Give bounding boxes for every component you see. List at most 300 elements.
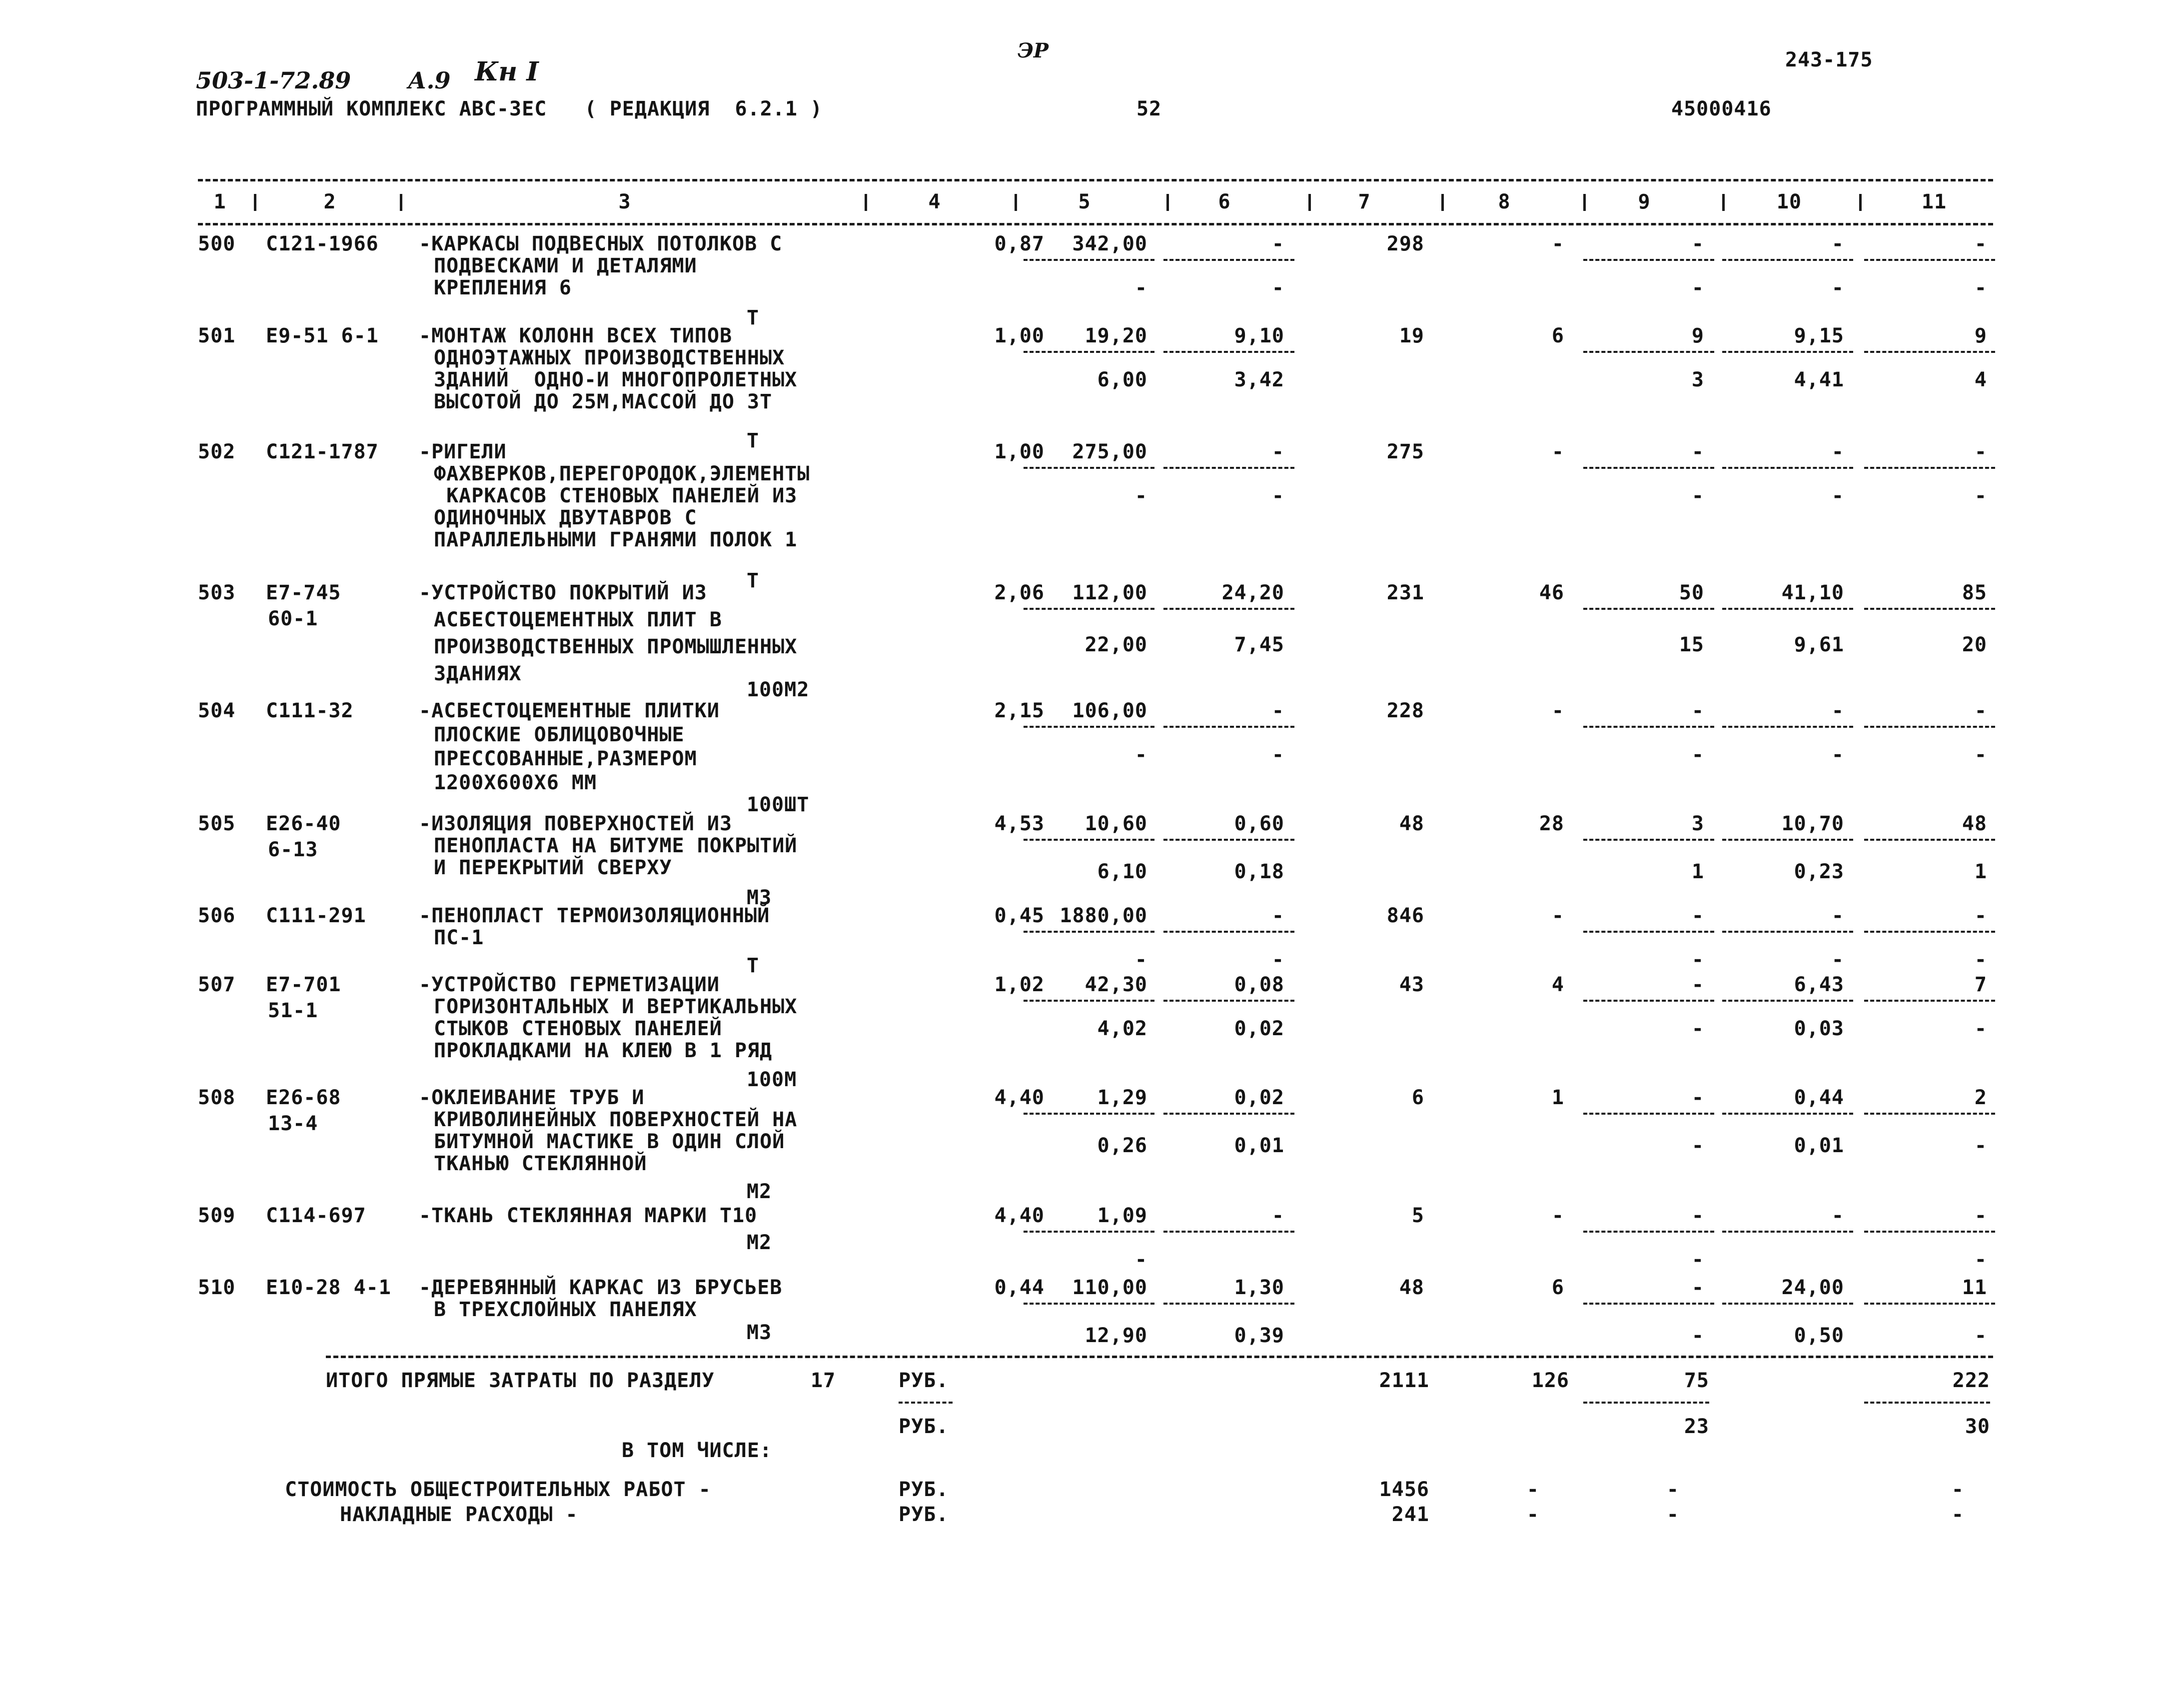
row-col10-rule	[1722, 608, 1853, 610]
row-col9-wages: -	[1691, 1324, 1704, 1347]
column-separator	[400, 194, 405, 211]
row-col6-rule	[1163, 351, 1294, 353]
overhead-col11: -	[1951, 1503, 1964, 1526]
row-description-line: И ПЕРЕКРЫТИЙ СВЕРХУ	[434, 856, 672, 879]
row-col7: 19	[1399, 324, 1424, 347]
row-col10: 6,43	[1794, 973, 1844, 996]
row-col10-wages: 0,23	[1794, 860, 1844, 883]
row-col6-wages: 3,42	[1234, 368, 1284, 391]
row-col6: 0,02	[1234, 1086, 1284, 1109]
column-header-8: 8	[1498, 190, 1511, 213]
row-number: 504	[198, 699, 236, 722]
document-id: 45000416	[1671, 97, 1772, 120]
row-number: 510	[198, 1276, 236, 1299]
row-col7: 6	[1411, 1086, 1424, 1109]
row-description-line: -РИГЕЛИ	[419, 440, 507, 463]
row-col5-rule	[1024, 1113, 1154, 1115]
row-col6-wages: -	[1271, 948, 1284, 971]
row-qty: 4,40	[994, 1204, 1045, 1227]
row-description-line: КРЕПЛЕНИЯ 6	[434, 276, 572, 299]
row-description-line: ПРОКЛАДКАМИ НА КЛЕЮ В 1 РЯД	[434, 1039, 773, 1062]
column-header-6: 6	[1218, 190, 1231, 213]
row-col6-rule	[1163, 839, 1294, 841]
row-code: Е7-701	[266, 973, 341, 996]
row-unit: 100ШТ	[747, 793, 810, 816]
row-col9-rule	[1583, 726, 1714, 728]
row-col6-wages: 7,45	[1234, 633, 1284, 656]
row-qty: 4,40	[994, 1086, 1045, 1109]
row-col11: -	[1974, 699, 1987, 722]
row-description-line: В ТРЕХСЛОЙНЫХ ПАНЕЛЯХ	[434, 1298, 697, 1321]
row-col9: -	[1691, 973, 1704, 996]
row-col6-rule	[1163, 259, 1294, 261]
row-col10: 0,44	[1794, 1086, 1844, 1109]
row-description-line: КАРКАСОВ СТЕНОВЫХ ПАНЕЛЕЙ ИЗ	[434, 484, 798, 507]
totals-col9: 75	[1684, 1369, 1709, 1392]
row-col10-wages: 9,61	[1794, 633, 1844, 656]
overhead-col9: -	[1666, 1503, 1679, 1526]
row-description-line: ПРОИЗВОДСТВЕННЫХ ПРОМЫШЛЕННЫХ	[434, 635, 798, 658]
row-col5-wages: 22,00	[1085, 633, 1147, 656]
row-col10: -	[1831, 904, 1844, 927]
totals-rule	[326, 1356, 1993, 1358]
row-col5-wages: 6,10	[1097, 860, 1147, 883]
row-col9-wages: -	[1691, 1017, 1704, 1040]
row-col11-rule	[1864, 1113, 1995, 1115]
row-code: 13-4	[268, 1112, 318, 1135]
row-col11-wages: -	[1974, 948, 1987, 971]
row-unit: М3	[747, 1321, 772, 1344]
row-col11-wages: 20	[1962, 633, 1987, 656]
row-col10-wages: -	[1831, 484, 1844, 507]
row-col9-rule	[1583, 1303, 1714, 1305]
row-description-line: -УСТРОЙСТВО ГЕРМЕТИЗАЦИИ	[419, 973, 720, 996]
column-header-7: 7	[1358, 190, 1371, 213]
row-col5-wages: -	[1134, 484, 1147, 507]
row-unit: Т	[747, 569, 760, 592]
column-header-rule	[198, 223, 1993, 225]
row-col6: -	[1271, 1204, 1284, 1227]
row-col11-rule	[1864, 1000, 1995, 1002]
row-qty: 4,53	[994, 812, 1045, 835]
row-col5-rule	[1024, 726, 1154, 728]
row-qty: 1,00	[994, 324, 1045, 347]
row-col5: 1880,00	[1060, 904, 1147, 927]
row-col11-rule	[1864, 259, 1995, 261]
row-col11: 9	[1974, 324, 1987, 347]
row-col5: 110,00	[1072, 1276, 1147, 1299]
row-col11: 11	[1962, 1276, 1987, 1299]
row-description-line: ПС-1	[434, 926, 484, 949]
row-col11: 48	[1962, 812, 1987, 835]
row-col9-wages: -	[1691, 1248, 1704, 1271]
row-code: Е26-68	[266, 1086, 341, 1109]
row-unit: 100М	[747, 1068, 797, 1091]
row-col10-wages: 0,03	[1794, 1017, 1844, 1040]
row-col11: -	[1974, 1204, 1987, 1227]
row-description-line: ФАХВЕРКОВ,ПЕРЕГОРОДОК,ЭЛЕМЕНТЫ	[434, 462, 810, 485]
general-works-col8: -	[1526, 1478, 1539, 1501]
row-col6: -	[1271, 440, 1284, 463]
column-header-1: 1	[213, 190, 226, 213]
row-code: С121-1787	[266, 440, 379, 463]
row-col5-wages: -	[1134, 948, 1147, 971]
row-description-line: -КАРКАСЫ ПОДВЕСНЫХ ПОТОЛКОВ С	[419, 232, 783, 255]
row-unit: Т	[747, 954, 760, 977]
row-col5: 342,00	[1072, 232, 1147, 255]
totals-col9-rule	[1583, 1402, 1709, 1404]
row-col11-wages: -	[1974, 1017, 1987, 1040]
row-col5-rule	[1024, 608, 1154, 610]
row-description-line: КРИВОЛИНЕЙНЫХ ПОВЕРХНОСТЕЙ НА	[434, 1108, 798, 1131]
row-unit: М2	[747, 1180, 772, 1203]
row-col11: 7	[1974, 973, 1987, 996]
row-col6-wages: 0,02	[1234, 1017, 1284, 1040]
row-col7: 48	[1399, 812, 1424, 835]
row-col5: 112,00	[1072, 581, 1147, 604]
including-label: В ТОМ ЧИСЛЕ:	[622, 1439, 772, 1462]
column-separator	[254, 194, 259, 211]
row-col10-wages: 0,01	[1794, 1134, 1844, 1157]
row-col7: 275	[1386, 440, 1424, 463]
totals-col11-second: 30	[1965, 1415, 1990, 1438]
totals-label: ИТОГО ПРЯМЫЕ ЗАТРАТЫ ПО РАЗДЕЛУ	[326, 1369, 715, 1392]
row-description-line: -ИЗОЛЯЦИЯ ПОВЕРХНОСТЕЙ ИЗ	[419, 812, 733, 835]
row-qty: 1,00	[994, 440, 1045, 463]
row-col9-rule	[1583, 1113, 1714, 1115]
row-col9-wages: -	[1691, 276, 1704, 299]
row-col11: 85	[1962, 581, 1987, 604]
row-col11-wages: -	[1974, 1134, 1987, 1157]
row-col5: 1,09	[1097, 1204, 1147, 1227]
row-col10-rule	[1722, 931, 1853, 933]
row-col7: 231	[1386, 581, 1424, 604]
row-col10-rule	[1722, 467, 1853, 469]
row-col5-wages: -	[1134, 1248, 1147, 1271]
row-col5-rule	[1024, 1303, 1154, 1305]
row-col9-rule	[1583, 839, 1714, 841]
row-code: Е9-51 6-1	[266, 324, 379, 347]
row-description-line: -ПЕНОПЛАСТ ТЕРМОИЗОЛЯЦИОННЫЙ	[419, 904, 770, 927]
row-description-line: ПРЕССОВАННЫЕ,РАЗМЕРОМ	[434, 747, 697, 770]
row-qty: 0,44	[994, 1276, 1045, 1299]
row-col6-wages: -	[1271, 276, 1284, 299]
row-col11: 2	[1974, 1086, 1987, 1109]
row-col5-wages: -	[1134, 276, 1147, 299]
column-separator	[1308, 194, 1314, 211]
row-col8: 6	[1551, 324, 1564, 347]
row-col5-rule	[1024, 1000, 1154, 1002]
row-col9-rule	[1583, 931, 1714, 933]
book-label: Кн I	[475, 56, 539, 87]
row-col8: -	[1551, 232, 1564, 255]
row-description-line: -ОКЛЕИВАНИЕ ТРУБ И	[419, 1086, 645, 1109]
row-col10: 41,10	[1781, 581, 1844, 604]
row-col10-rule	[1722, 1000, 1853, 1002]
row-col11-rule	[1864, 1303, 1995, 1305]
overhead-col7: 241	[1391, 1503, 1429, 1526]
row-number: 501	[198, 324, 236, 347]
row-col11-wages: -	[1974, 1248, 1987, 1271]
row-number: 509	[198, 1204, 236, 1227]
column-separator	[1441, 194, 1447, 211]
row-col10-rule	[1722, 1113, 1853, 1115]
row-col10-wages: 0,50	[1794, 1324, 1844, 1347]
row-description-line: ГОРИЗОНТАЛЬНЫХ И ВЕРТИКАЛЬНЫХ	[434, 995, 798, 1018]
row-col10: 24,00	[1781, 1276, 1844, 1299]
row-description-line: -АСБЕСТОЦЕМЕНТНЫЕ ПЛИТКИ	[419, 699, 720, 722]
row-col8: -	[1551, 699, 1564, 722]
row-col6-rule	[1163, 1303, 1294, 1305]
row-col6-rule	[1163, 931, 1294, 933]
row-col11-wages: -	[1974, 484, 1987, 507]
general-works-currency: РУБ.	[899, 1478, 949, 1501]
row-qty: 0,87	[994, 232, 1045, 255]
column-separator	[1015, 194, 1020, 211]
row-col9: -	[1691, 1276, 1704, 1299]
column-header-11: 11	[1921, 190, 1947, 213]
row-qty: 0,45	[994, 904, 1045, 927]
row-unit: 100М2	[747, 678, 810, 701]
row-col10: -	[1831, 699, 1844, 722]
row-col5-wages: 4,02	[1097, 1017, 1147, 1040]
row-col9-rule	[1583, 467, 1714, 469]
row-code: 51-1	[268, 999, 318, 1022]
row-code: Е7-745	[266, 581, 341, 604]
row-col8: 1	[1551, 1086, 1564, 1109]
row-description-line: ОДИНОЧНЫХ ДВУТАВРОВ С	[434, 506, 697, 529]
row-col10: 9,15	[1794, 324, 1844, 347]
row-col11-rule	[1864, 726, 1995, 728]
row-col9-rule	[1583, 1231, 1714, 1233]
row-unit: М2	[747, 1231, 772, 1254]
totals-col9-second: 23	[1684, 1415, 1709, 1438]
row-description-line: ТКАНЬЮ СТЕКЛЯННОЙ	[434, 1152, 647, 1175]
row-col5-rule	[1024, 259, 1154, 261]
column-header-2: 2	[323, 190, 336, 213]
row-code: 60-1	[268, 607, 318, 630]
row-col10-wages: -	[1831, 743, 1844, 766]
totals-col11-rule	[1864, 1402, 1990, 1404]
row-description-line: -ДЕРЕВЯННЫЙ КАРКАС ИЗ БРУСЬЕВ	[419, 1276, 783, 1299]
row-col6: 1,30	[1234, 1276, 1284, 1299]
row-description-line: ПОДВЕСКАМИ И ДЕТАЛЯМИ	[434, 254, 697, 277]
column-separator	[1722, 194, 1728, 211]
row-col5-rule	[1024, 931, 1154, 933]
row-qty: 2,06	[994, 581, 1045, 604]
row-number: 507	[198, 973, 236, 996]
row-col6-rule	[1163, 467, 1294, 469]
row-description-line: СТЫКОВ СТЕНОВЫХ ПАНЕЛЕЙ	[434, 1017, 722, 1040]
totals-currency-1: РУБ.	[899, 1369, 949, 1392]
totals-col11: 222	[1952, 1369, 1990, 1392]
row-col11-wages: -	[1974, 1324, 1987, 1347]
row-col7: 298	[1386, 232, 1424, 255]
general-works-col11: -	[1951, 1478, 1964, 1501]
row-unit: Т	[747, 306, 760, 329]
overhead-currency: РУБ.	[899, 1503, 949, 1526]
totals-section: 17	[811, 1369, 836, 1392]
program-line: ПРОГРАММНЫЙ КОМПЛЕКС АВС-ЗЕС ( РЕДАКЦИЯ 6.2.1 )	[196, 97, 823, 120]
row-number: 502	[198, 440, 236, 463]
row-col7: 43	[1399, 973, 1424, 996]
row-col9-wages: -	[1691, 948, 1704, 971]
row-col5-rule	[1024, 467, 1154, 469]
row-col5-wages: -	[1134, 743, 1147, 766]
row-col10-rule	[1722, 351, 1853, 353]
row-col10: -	[1831, 1204, 1844, 1227]
row-description-line: БИТУМНОЙ МАСТИКЕ В ОДИН СЛОЙ	[434, 1130, 785, 1153]
row-col9-wages: -	[1691, 1134, 1704, 1157]
general-works-col7: 1456	[1379, 1478, 1429, 1501]
row-col6: 0,60	[1234, 812, 1284, 835]
row-description-line: ЗДАНИЯХ	[434, 662, 522, 685]
row-col11-rule	[1864, 608, 1995, 610]
row-description-line: -УСТРОЙСТВО ПОКРЫТИЙ ИЗ	[419, 581, 707, 604]
row-col6-wages: -	[1271, 484, 1284, 507]
row-col10-rule	[1722, 726, 1853, 728]
row-number: 506	[198, 904, 236, 927]
totals-currency-2: РУБ.	[899, 1415, 949, 1438]
general-works-label: СТОИМОСТЬ ОБЩЕСТРОИТЕЛЬНЫХ РАБОТ -	[285, 1478, 711, 1501]
row-col10-wages: 4,41	[1794, 368, 1844, 391]
row-col9-rule	[1583, 608, 1714, 610]
row-col6-rule	[1163, 608, 1294, 610]
row-col9-rule	[1583, 351, 1714, 353]
row-description-line: -ТКАНЬ СТЕКЛЯННАЯ МАРКИ Т10	[419, 1204, 758, 1227]
row-qty: 2,15	[994, 699, 1045, 722]
doc-code: 503-1-72.89	[196, 67, 351, 94]
row-col6: -	[1271, 904, 1284, 927]
row-code: Е10-28 4-1	[266, 1276, 391, 1299]
row-col9-wages: -	[1691, 743, 1704, 766]
row-description-line: ЗДАНИЙ ОДНО-И МНОГОПРОЛЕТНЫХ	[434, 368, 798, 391]
sheet-number: 243-175	[1785, 48, 1873, 71]
column-separator	[1859, 194, 1865, 211]
row-col5: 106,00	[1072, 699, 1147, 722]
totals-col8: 126	[1531, 1369, 1569, 1392]
row-description-line: АСБЕСТОЦЕМЕНТНЫХ ПЛИТ В	[434, 608, 722, 631]
row-col6-wages: 0,01	[1234, 1134, 1284, 1157]
row-col11-wages: -	[1974, 276, 1987, 299]
row-col5: 42,30	[1085, 973, 1147, 996]
overhead-label: НАКЛАДНЫЕ РАСХОДЫ -	[340, 1503, 578, 1526]
row-col10-rule	[1722, 259, 1853, 261]
row-col6-wages: -	[1271, 743, 1284, 766]
page-number: 52	[1136, 97, 1162, 120]
row-col6: -	[1271, 699, 1284, 722]
row-col9: -	[1691, 440, 1704, 463]
overhead-col8: -	[1526, 1503, 1539, 1526]
row-col7: 5	[1411, 1204, 1424, 1227]
row-col9: 9	[1691, 324, 1704, 347]
totals-col7: 2111	[1379, 1369, 1429, 1392]
row-col10: -	[1831, 440, 1844, 463]
row-description-line: ПЛОСКИЕ ОБЛИЦОВОЧНЫЕ	[434, 723, 685, 746]
row-col11-rule	[1864, 1231, 1995, 1233]
row-col9: -	[1691, 1204, 1704, 1227]
column-separator	[1166, 194, 1172, 211]
column-separator	[1583, 194, 1589, 211]
row-col10-rule	[1722, 839, 1853, 841]
row-description-line: -МОНТАЖ КОЛОНН ВСЕХ ТИПОВ	[419, 324, 733, 347]
row-description-line: 1200Х600Х6 ММ	[434, 771, 597, 794]
album-label: А.9	[408, 67, 451, 94]
row-col9: 50	[1679, 581, 1704, 604]
row-description-line: ПЕНОПЛАСТА НА БИТУМЕ ПОКРЫТИЙ	[434, 834, 798, 857]
row-col9: -	[1691, 1086, 1704, 1109]
row-col5: 1,29	[1097, 1086, 1147, 1109]
row-col6-rule	[1163, 1000, 1294, 1002]
row-col9-wages: -	[1691, 484, 1704, 507]
row-col6: 0,08	[1234, 973, 1284, 996]
row-col5: 275,00	[1072, 440, 1147, 463]
row-col9-wages: 15	[1679, 633, 1704, 656]
row-col8: 46	[1539, 581, 1564, 604]
row-code: С111-32	[266, 699, 354, 722]
row-col5-rule	[1024, 839, 1154, 841]
column-separator	[865, 194, 870, 211]
row-unit: М3	[747, 886, 772, 909]
row-col11-wages: 1	[1974, 860, 1987, 883]
row-number: 508	[198, 1086, 236, 1109]
row-col11-rule	[1864, 467, 1995, 469]
row-col10-wages: -	[1831, 276, 1844, 299]
row-col11-rule	[1864, 931, 1995, 933]
row-code: 6-13	[268, 838, 318, 861]
row-col5: 19,20	[1085, 324, 1147, 347]
row-col5-wages: 12,90	[1085, 1324, 1147, 1347]
row-col8: 28	[1539, 812, 1564, 835]
row-col11-wages: -	[1974, 743, 1987, 766]
row-description-line: ОДНОЭТАЖНЫХ ПРОИЗВОДСТВЕННЫХ	[434, 346, 785, 369]
row-col5-rule	[1024, 351, 1154, 353]
general-works-col9: -	[1666, 1478, 1679, 1501]
table-top-rule	[198, 179, 1993, 181]
row-description-line: ВЫСОТОЙ ДО 25М,МАССОЙ ДО 3Т	[434, 390, 773, 413]
row-col6: 9,10	[1234, 324, 1284, 347]
row-col6-rule	[1163, 1113, 1294, 1115]
row-col5-wages: 0,26	[1097, 1134, 1147, 1157]
column-header-9: 9	[1638, 190, 1651, 213]
row-col7: 846	[1386, 904, 1424, 927]
row-col6-wages: 0,18	[1234, 860, 1284, 883]
row-col8: -	[1551, 440, 1564, 463]
row-description-line: ПАРАЛЛЕЛЬНЫМИ ГРАНЯМИ ПОЛОК 1	[434, 528, 798, 551]
row-number: 505	[198, 812, 236, 835]
row-col10: -	[1831, 232, 1844, 255]
row-col10-rule	[1722, 1231, 1853, 1233]
row-col11: -	[1974, 440, 1987, 463]
row-col11-rule	[1864, 839, 1995, 841]
row-col10: 10,70	[1781, 812, 1844, 835]
column-header-5: 5	[1078, 190, 1091, 213]
row-col10-rule	[1722, 1303, 1853, 1305]
column-header-4: 4	[928, 190, 941, 213]
row-qty: 1,02	[994, 973, 1045, 996]
row-code: Е26-40	[266, 812, 341, 835]
row-col9: 3	[1691, 812, 1704, 835]
row-col9-rule	[1583, 259, 1714, 261]
row-col9: -	[1691, 699, 1704, 722]
row-unit: Т	[747, 429, 760, 452]
row-number: 503	[198, 581, 236, 604]
row-col9: -	[1691, 904, 1704, 927]
row-col5-rule	[1024, 1231, 1154, 1233]
row-col9-rule	[1583, 1000, 1714, 1002]
column-header-3: 3	[618, 190, 631, 213]
row-col6-rule	[1163, 726, 1294, 728]
